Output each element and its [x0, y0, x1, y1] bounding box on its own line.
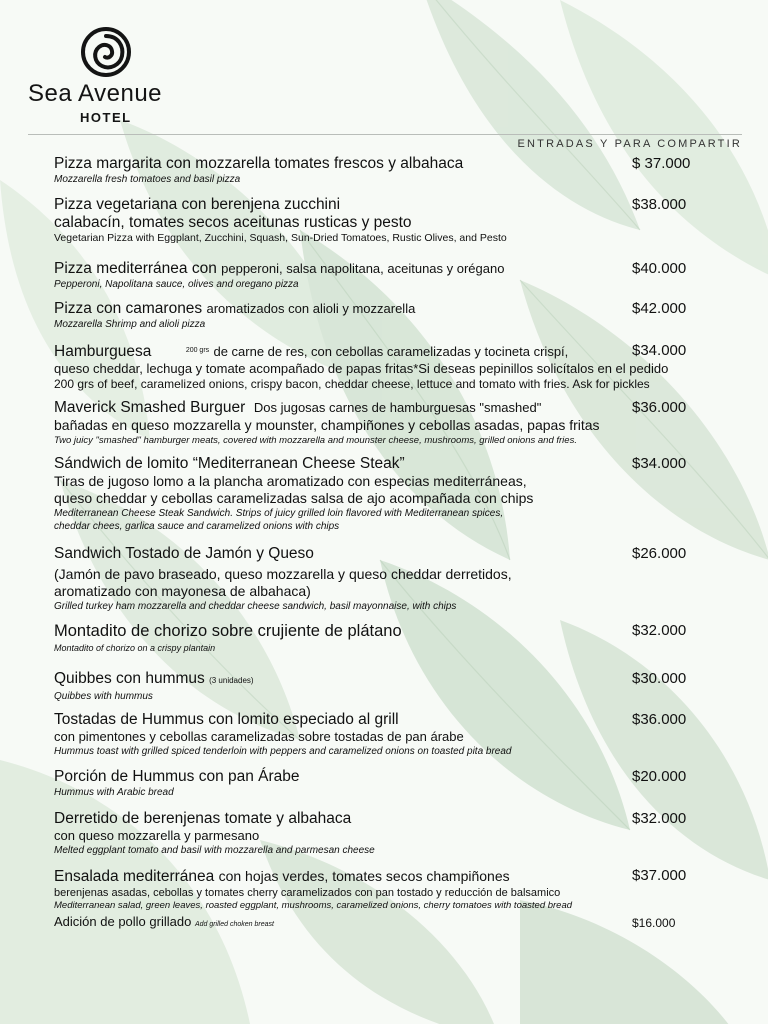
wave-spiral-icon — [78, 24, 134, 80]
item-price: $30.000 — [632, 670, 687, 687]
item-description-line-2: aromatizado con mayonesa de albahaca) — [54, 583, 311, 599]
item-quantity: (3 unidades) — [209, 676, 254, 685]
item-english-text: of beef, caramelized onions, crispy bacon, cheddar cheese, lettuce and tomato with fries. — [97, 377, 570, 391]
item-price: $32.000 — [632, 810, 687, 827]
item-description-line-2: queso cheddar y cebollas caramelizadas salsa de ajo acompañada con chips — [54, 490, 534, 506]
item-title: Pizza margarita con mozzarella tomates frescos y albahaca — [54, 155, 464, 172]
item-english: Grilled turkey ham mozzarella and cheddar cheese sandwich, basil mayonnaise, with chips — [54, 601, 457, 612]
item-price: $ 37.000 — [632, 155, 691, 172]
menu-item — [54, 260, 744, 291]
menu-item — [54, 300, 744, 331]
item-english: Montadito of chorizo on a crispy plantain — [54, 643, 216, 653]
item-title-main: Hamburguesa — [54, 343, 152, 360]
menu-item — [54, 810, 744, 857]
menu-item — [54, 867, 744, 911]
item-price: $16.000 — [632, 916, 676, 930]
item-title-detail: de carne de res, con cebollas caramelizadas y tocineta crispí, — [213, 344, 569, 359]
item-title-detail: Dos jugosas carnes de hamburguesas "smashed" — [253, 400, 542, 415]
menu-item — [54, 768, 744, 799]
item-description: con pimentones y cebollas caramelizadas sobre tostadas de pan árabe — [54, 729, 464, 744]
item-description-text: queso cheddar, lechuga y tomate acompañado de papas fritas — [54, 361, 414, 376]
item-description — [54, 361, 744, 377]
item-english: Quibbes with hummus — [54, 691, 153, 702]
item-title-main: Ensalada mediterránea — [54, 868, 219, 885]
item-title-detail: aromatizados con alioli y mozzarella — [206, 301, 416, 316]
item-price: $26.000 — [632, 545, 687, 562]
item-title: Sándwich de lomito “Mediterranean Cheese Steak” — [54, 455, 405, 472]
menu-item — [54, 545, 744, 613]
item-description: bañadas en queso mozzarella y mounster, champiñones y cebollas asadas, papas fritas — [54, 417, 600, 433]
item-title: Porción de Hummus con pan Árabe — [54, 768, 300, 785]
menu-item — [54, 196, 744, 245]
item-description: calabacín, tomates secos aceitunas rusticas y pesto — [54, 214, 412, 231]
item-description-line-1: (Jamón de pavo braseado, queso mozzarella y queso cheddar derretidos, — [54, 566, 512, 582]
item-english-weight: 200 grs — [54, 377, 95, 391]
section-title: ENTRADAS Y PARA COMPARTIR — [517, 138, 742, 150]
item-price: $38.000 — [632, 196, 687, 213]
item-price: $32.000 — [632, 622, 687, 639]
menu-item — [54, 155, 744, 186]
item-title-detail: con hojas verdes, tomates secos champiñones — [218, 868, 510, 884]
menu-item — [54, 914, 744, 931]
item-english-note: Ask for pickles — [572, 377, 650, 391]
item-english: Melted eggplant tomato and basil with mozzarella and parmesan cheese — [54, 845, 375, 856]
menu-item — [54, 670, 744, 703]
item-price: $34.000 — [632, 342, 687, 359]
item-title-detail: pepperoni, salsa napolitana, aceitunas y orégano — [221, 261, 505, 276]
item-price: $20.000 — [632, 768, 687, 785]
menu-item — [54, 455, 744, 533]
item-title-main: Adición de pollo grillado — [54, 914, 192, 929]
item-english: Two juicy "smashed" hamburger meats, covered with mozzarella and mounster cheese, mushrooms, grilled onions and fries. — [54, 435, 577, 446]
item-english: Vegetarian Pizza with Eggplant, Zucchini, Squash, Sun-Dried Tomatoes, Rustic Olives, and Pesto — [54, 232, 507, 244]
item-english: Add grilled choken breast — [194, 921, 274, 928]
item-english: Hummus with Arabic bread — [54, 787, 174, 798]
item-price: $36.000 — [632, 711, 687, 728]
item-english-line-1: Mediterranean Cheese Steak Sandwich. Strips of juicy grilled loin flavored with Mediterranean spices, — [54, 508, 504, 519]
brand-subtitle: HOTEL — [80, 110, 132, 125]
item-title: Pizza vegetariana con berenjena zucchini — [54, 196, 341, 213]
item-title: Derretido de berenjenas tomate y albahaca — [54, 810, 352, 827]
item-english: Hummus toast with grilled spiced tenderloin with peppers and caramelized onions on toasted pita bread — [54, 746, 512, 757]
item-price: $37.000 — [632, 867, 687, 884]
item-english: Mozzarella Shrimp and alioli pizza — [54, 319, 206, 330]
item-description-line-1: Tiras de jugoso lomo a la plancha aromatizado con especias mediterráneas, — [54, 473, 527, 489]
menu-item — [54, 711, 744, 758]
header-divider — [28, 134, 742, 135]
item-title: Tostadas de Hummus con lomito especiado al grill — [54, 711, 399, 728]
item-english: Mozzarella fresh tomatoes and basil pizza — [54, 174, 241, 185]
item-price: $34.000 — [632, 455, 687, 472]
item-price: $36.000 — [632, 399, 687, 416]
item-title-main: Maverick Smashed Burguer — [54, 399, 246, 416]
item-title-main: Pizza con camarones — [54, 300, 207, 317]
item-note: *Si deseas pepinillos solicítalos en el pedido — [413, 361, 669, 376]
menu-item — [54, 399, 744, 447]
menu-item — [54, 342, 744, 391]
item-price: $42.000 — [632, 300, 687, 317]
item-english: Pepperoni, Napolitana sauce, olives and oregano pizza — [54, 279, 299, 290]
item-title-main: Pizza mediterránea con — [54, 260, 222, 277]
brand-name: Sea Avenue — [28, 80, 163, 107]
item-title: Montadito de chorizo sobre crujiente de plátano — [54, 622, 402, 640]
item-title: Sandwich Tostado de Jamón y Queso — [54, 545, 314, 562]
item-description: berenjenas asadas, cebollas y tomates cherry caramelizados con pan tostado y reducción de balsamico — [54, 887, 561, 899]
item-title-main: Quibbes con hummus — [54, 670, 205, 687]
menu-item — [54, 622, 744, 655]
item-english — [54, 377, 744, 391]
item-english: Mediterranean salad, green leaves, roasted eggplant, mushrooms, caramelized onions, cherry tomatoes with toasted bread — [54, 900, 573, 911]
item-price: $40.000 — [632, 260, 687, 277]
item-weight: 200 grs — [185, 347, 210, 354]
item-english-line-2: cheddar chees, garlica sauce and caramelized onions with chips — [54, 521, 340, 532]
item-description: con queso mozzarella y parmesano — [54, 828, 260, 843]
